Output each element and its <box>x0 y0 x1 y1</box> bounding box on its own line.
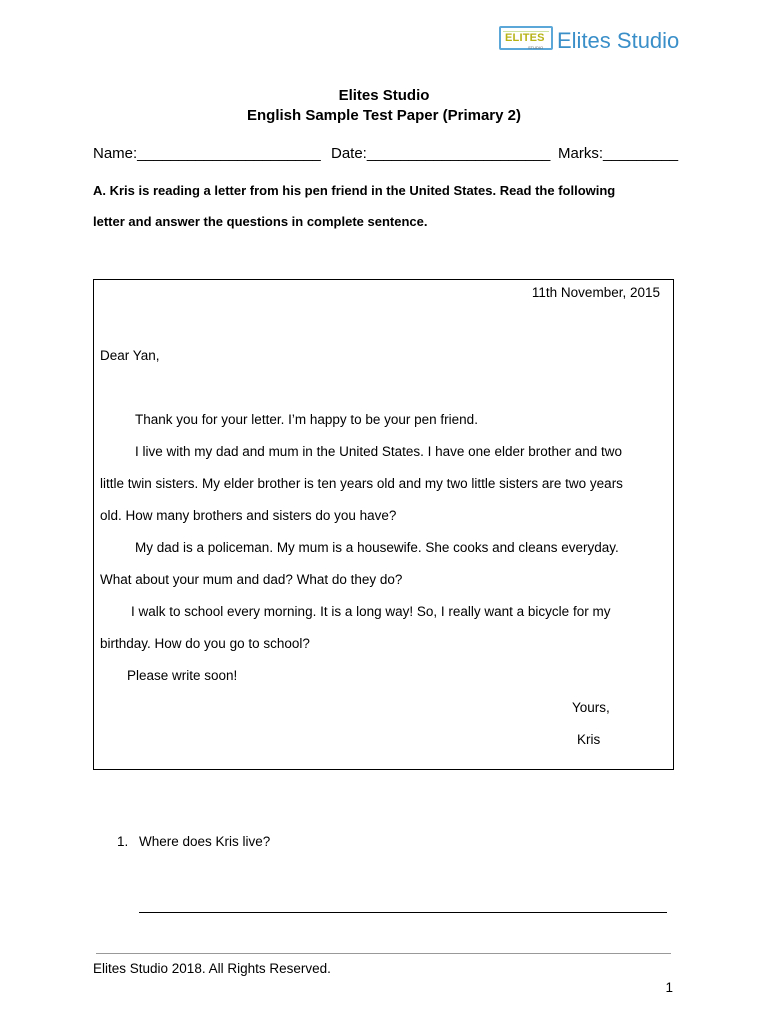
letter-line: What about your mum and dad? What do they do? <box>100 572 403 587</box>
letter-line: I walk to school every morning. It is a long way! So, I really want a bicycle for my <box>131 604 611 619</box>
footer-copyright: Elites Studio 2018. All Rights Reserved. <box>93 961 331 976</box>
letter-line: Please write soon! <box>127 668 238 683</box>
letter-line: Thank you for your letter. I’m happy to be your pen friend. <box>135 412 478 427</box>
page-title: Elites Studio <box>338 87 430 104</box>
question-number: 1. <box>117 834 129 849</box>
letter-line: birthday. How do you go to school? <box>100 636 310 651</box>
instructions-line-1: A. Kris is reading a letter from his pen friend in the United States. Read the following <box>93 183 616 198</box>
instructions-line-2: letter and answer the questions in complete sentence. <box>93 214 428 229</box>
footer-divider <box>96 953 671 954</box>
question-text: Where does Kris live? <box>139 834 271 849</box>
logo-mark-text: ELITES <box>505 32 545 44</box>
logo-mark <box>499 26 553 50</box>
letter-line: I live with my dad and mum in the United States. I have one elder brother and two <box>135 444 623 459</box>
letter-salutation: Dear Yan, <box>100 348 160 363</box>
letter-signature: Kris <box>577 732 601 747</box>
letter-line: little twin sisters. My elder brother is ten years old and my two little sisters are two years <box>100 476 623 491</box>
logo-mark-sub: STUDIO <box>528 45 544 50</box>
date-field: Date:______________________ <box>331 145 551 162</box>
logo-text: Elites Studio <box>557 28 680 53</box>
page-number: 1 <box>665 980 673 995</box>
name-field: Name:______________________ <box>93 145 321 162</box>
letter-date: 11th November, 2015 <box>531 285 660 300</box>
letter-box <box>93 279 674 770</box>
instructions <box>93 175 683 237</box>
letter-line: My dad is a policeman. My mum is a housewife. She cooks and cleans everyday. <box>135 540 619 555</box>
answer-line[interactable] <box>139 912 667 913</box>
page-subtitle: English Sample Test Paper (Primary 2) <box>247 107 521 124</box>
letter-closing: Yours, <box>572 700 610 715</box>
letter-line: old. How many brothers and sisters do you have? <box>100 508 397 523</box>
marks-field: Marks:_________ <box>558 145 679 162</box>
